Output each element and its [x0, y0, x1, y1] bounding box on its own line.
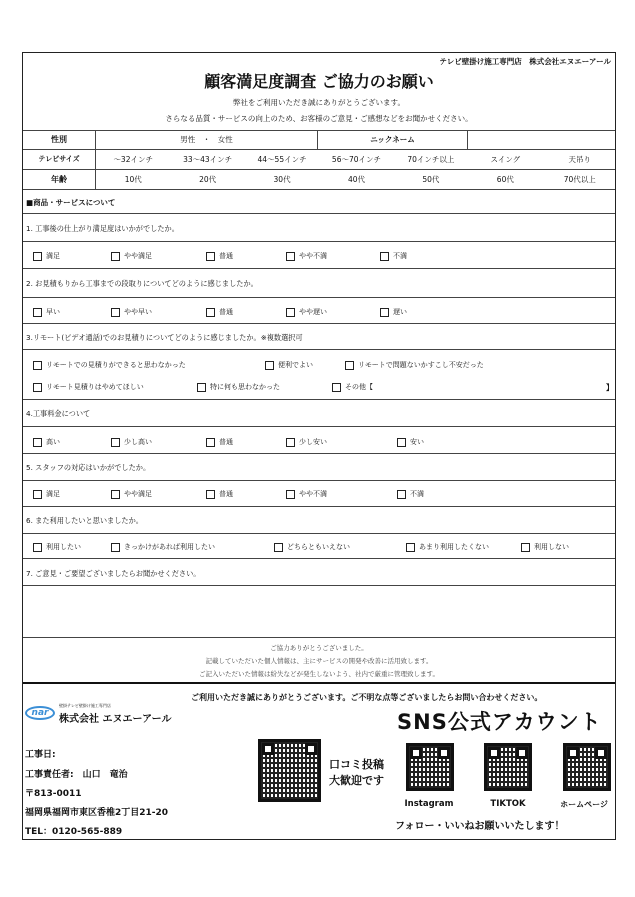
q1-option[interactable]: やや不満 [286, 251, 327, 261]
age-label: 年齢 [23, 169, 96, 189]
comment-field[interactable] [23, 585, 617, 637]
q1-option[interactable]: 普通 [206, 251, 233, 261]
question-1: 1. 工事後の仕上がり満足度はいかがでしたか。 [26, 224, 179, 233]
checkbox-icon[interactable] [274, 543, 283, 552]
q3-option[interactable]: リモートで問題ないかすこし不安だった [345, 360, 484, 370]
q5-option[interactable]: 普通 [206, 489, 233, 499]
tv-size-option[interactable]: 56〜70インチ [331, 154, 382, 164]
postal-code: 〒813-0011 [25, 789, 82, 799]
q6-option[interactable]: 利用したい [33, 542, 81, 552]
tv-size-option[interactable]: 44〜55インチ [257, 154, 307, 164]
checkbox-icon[interactable] [33, 438, 42, 447]
review-qr-code[interactable] [258, 739, 321, 802]
q6-option[interactable]: どちらともいえない [274, 542, 350, 552]
company-name: 株式会社 エヌエーアール [59, 714, 172, 725]
manager-name: 工事責任者: 山口 竜治 [25, 770, 128, 780]
section-title: ■商品・サービスについて [26, 198, 116, 207]
instagram-qr-code[interactable] [406, 743, 454, 791]
q3-option[interactable]: リモート見積りはやめてほしい [33, 382, 144, 392]
tv-size-options [96, 149, 617, 169]
tv-size-option[interactable]: 33〜43インチ [183, 154, 233, 164]
gender-label: 性別 [23, 130, 96, 149]
question-4: 4.工事料金について [26, 409, 91, 418]
question-5: 5. スタッフの対応はいかがでしたか。 [26, 463, 151, 472]
logo-icon: nar [25, 706, 55, 720]
address: 福岡県福岡市東区香椎2丁目21-20 [25, 808, 169, 818]
checkbox-icon[interactable] [345, 361, 354, 370]
q5-option[interactable]: やや満足 [111, 489, 152, 499]
review-text-1: 口コミ投稿 [329, 758, 384, 771]
company-header-right: テレビ壁掛け施工専門店 株式会社エヌエーアール [439, 57, 611, 66]
q4-option[interactable]: 普通 [206, 437, 233, 447]
q2-option[interactable]: やや遅い [286, 307, 327, 317]
q5-option[interactable]: 不満 [397, 489, 424, 499]
q4-option[interactable]: 高い [33, 437, 60, 447]
age-option[interactable]: 70代以上 [563, 174, 596, 184]
q2-option[interactable]: 遅い [380, 307, 407, 317]
q5-option[interactable]: 満足 [33, 489, 60, 499]
age-option[interactable]: 40代 [347, 174, 365, 184]
checkbox-icon[interactable] [33, 308, 42, 317]
homepage-label: ホームページ [560, 800, 608, 809]
age-option[interactable]: 60代 [496, 174, 514, 184]
question-3: 3.リモート(ビデオ通話)でのお見積りについてどのように感じましたか。※複数選択可 [26, 333, 303, 342]
checkbox-icon[interactable] [111, 490, 120, 499]
q3-option[interactable]: リモートでの見積りができると思わなかった [33, 360, 186, 370]
checkbox-icon[interactable] [332, 383, 341, 392]
checkbox-icon[interactable] [521, 543, 530, 552]
checkbox-icon[interactable] [206, 252, 215, 261]
q3-option[interactable]: 特に何も思わなかった [197, 382, 280, 392]
q5-option[interactable]: やや不満 [286, 489, 327, 499]
nickname-field[interactable] [468, 130, 617, 149]
checkbox-icon[interactable] [397, 438, 406, 447]
checkbox-icon[interactable] [33, 383, 42, 392]
checkbox-icon[interactable] [111, 438, 120, 447]
checkbox-icon[interactable] [111, 308, 120, 317]
age-option[interactable]: 10代 [124, 174, 142, 184]
checkbox-icon[interactable] [197, 383, 206, 392]
question-7: 7. ご意見・ご要望ございましたらお聞かせください。 [26, 569, 201, 578]
phone-number: TEL：0120-565-889 [25, 827, 123, 837]
age-option[interactable]: 50代 [422, 174, 440, 184]
checkbox-icon[interactable] [286, 490, 295, 499]
q1-option[interactable]: 満足 [33, 251, 60, 261]
page-title: 顧客満足度調査 ご協力のお願い [204, 72, 434, 91]
q3-option[interactable]: 便利でよい [265, 360, 313, 370]
logo-subtitle: 壁掛テレビ壁掛け施工専門店 [59, 703, 111, 708]
gender-options[interactable]: 男性 ・ 女性 [96, 130, 318, 149]
construction-date-label: 工事日: [25, 750, 56, 760]
question-6: 6. また利用したいと思いましたか。 [26, 516, 143, 525]
checkbox-icon[interactable] [111, 252, 120, 261]
tv-size-option[interactable]: 天吊り [568, 154, 591, 164]
footer-note: ご記入いただいた情報は紛失などが発生しないよう、社内で厳重に管理致します。 [199, 670, 439, 678]
checkbox-icon[interactable] [380, 308, 389, 317]
age-options [96, 169, 617, 189]
sns-title: SNS公式アカウント [397, 710, 602, 734]
question-2: 2. お見積もりから工事までの段取りについてどのように感じましたか。 [26, 279, 258, 288]
tv-size-label: テレビサイズ [23, 149, 96, 169]
checkbox-icon[interactable] [33, 543, 42, 552]
q4-option[interactable]: 安い [397, 437, 424, 447]
q3-option-other[interactable]: その他【 [332, 382, 373, 392]
checkbox-icon[interactable] [33, 490, 42, 499]
other-bracket-close: 】 [606, 383, 614, 392]
q2-option[interactable]: 普通 [206, 307, 233, 317]
review-text-2: 大歓迎です [329, 774, 384, 787]
nickname-label: ニックネーム [318, 130, 468, 149]
checkbox-icon[interactable] [265, 361, 274, 370]
tv-size-option[interactable]: 〜32インチ [113, 154, 153, 164]
q6-option[interactable]: 利用しない [521, 542, 569, 552]
checkbox-icon[interactable] [380, 252, 389, 261]
intro-line-2: さらなる品質・サービスの向上のため、お客様のご意見・ご感想などをお聞かせください。 [165, 114, 473, 123]
tiktok-label: TIKTOK [490, 799, 526, 809]
q1-option[interactable]: やや満足 [111, 251, 152, 261]
checkbox-icon[interactable] [206, 438, 215, 447]
checkbox-icon[interactable] [33, 252, 42, 261]
checkbox-icon[interactable] [206, 308, 215, 317]
age-option[interactable]: 30代 [273, 174, 291, 184]
q1-option[interactable]: 不満 [380, 251, 407, 261]
checkbox-icon[interactable] [286, 308, 295, 317]
thanks-banner: ご利用いただき誠にありがとうございます。ご不明な点等ございましたらお問い合わせください。 [191, 693, 543, 702]
survey-sheet [22, 52, 616, 840]
tv-size-option[interactable]: 70インチ以上 [407, 154, 455, 164]
checkbox-icon[interactable] [406, 543, 415, 552]
q4-option[interactable]: 少し高い [111, 437, 152, 447]
homepage-qr-code[interactable] [563, 743, 611, 791]
instagram-label: Instagram [404, 799, 454, 809]
q2-option[interactable]: 早い [33, 307, 60, 317]
intro-line-1: 弊社をご利用いただき誠にありがとうございます。 [233, 98, 405, 107]
footer-note: 記載していただいた個人情報は、主にサービスの開発や改善に活用致します。 [205, 657, 433, 665]
tv-size-option[interactable]: スイング [490, 154, 521, 164]
follow-request: フォロー・いいねお願いいたします！ [395, 821, 565, 832]
checkbox-icon[interactable] [206, 490, 215, 499]
checkbox-icon[interactable] [111, 543, 120, 552]
checkbox-icon[interactable] [286, 252, 295, 261]
q6-option[interactable]: きっかけがあれば利用したい [111, 542, 215, 552]
footer-note: ご協力ありがとうございました。 [270, 644, 368, 652]
checkbox-icon[interactable] [286, 438, 295, 447]
checkbox-icon[interactable] [397, 490, 406, 499]
q2-option[interactable]: やや早い [111, 307, 152, 317]
q4-option[interactable]: 少し安い [286, 437, 327, 447]
q6-option[interactable]: あまり利用したくない [406, 542, 489, 552]
tiktok-qr-code[interactable] [484, 743, 532, 791]
checkbox-icon[interactable] [33, 361, 42, 370]
age-option[interactable]: 20代 [199, 174, 217, 184]
